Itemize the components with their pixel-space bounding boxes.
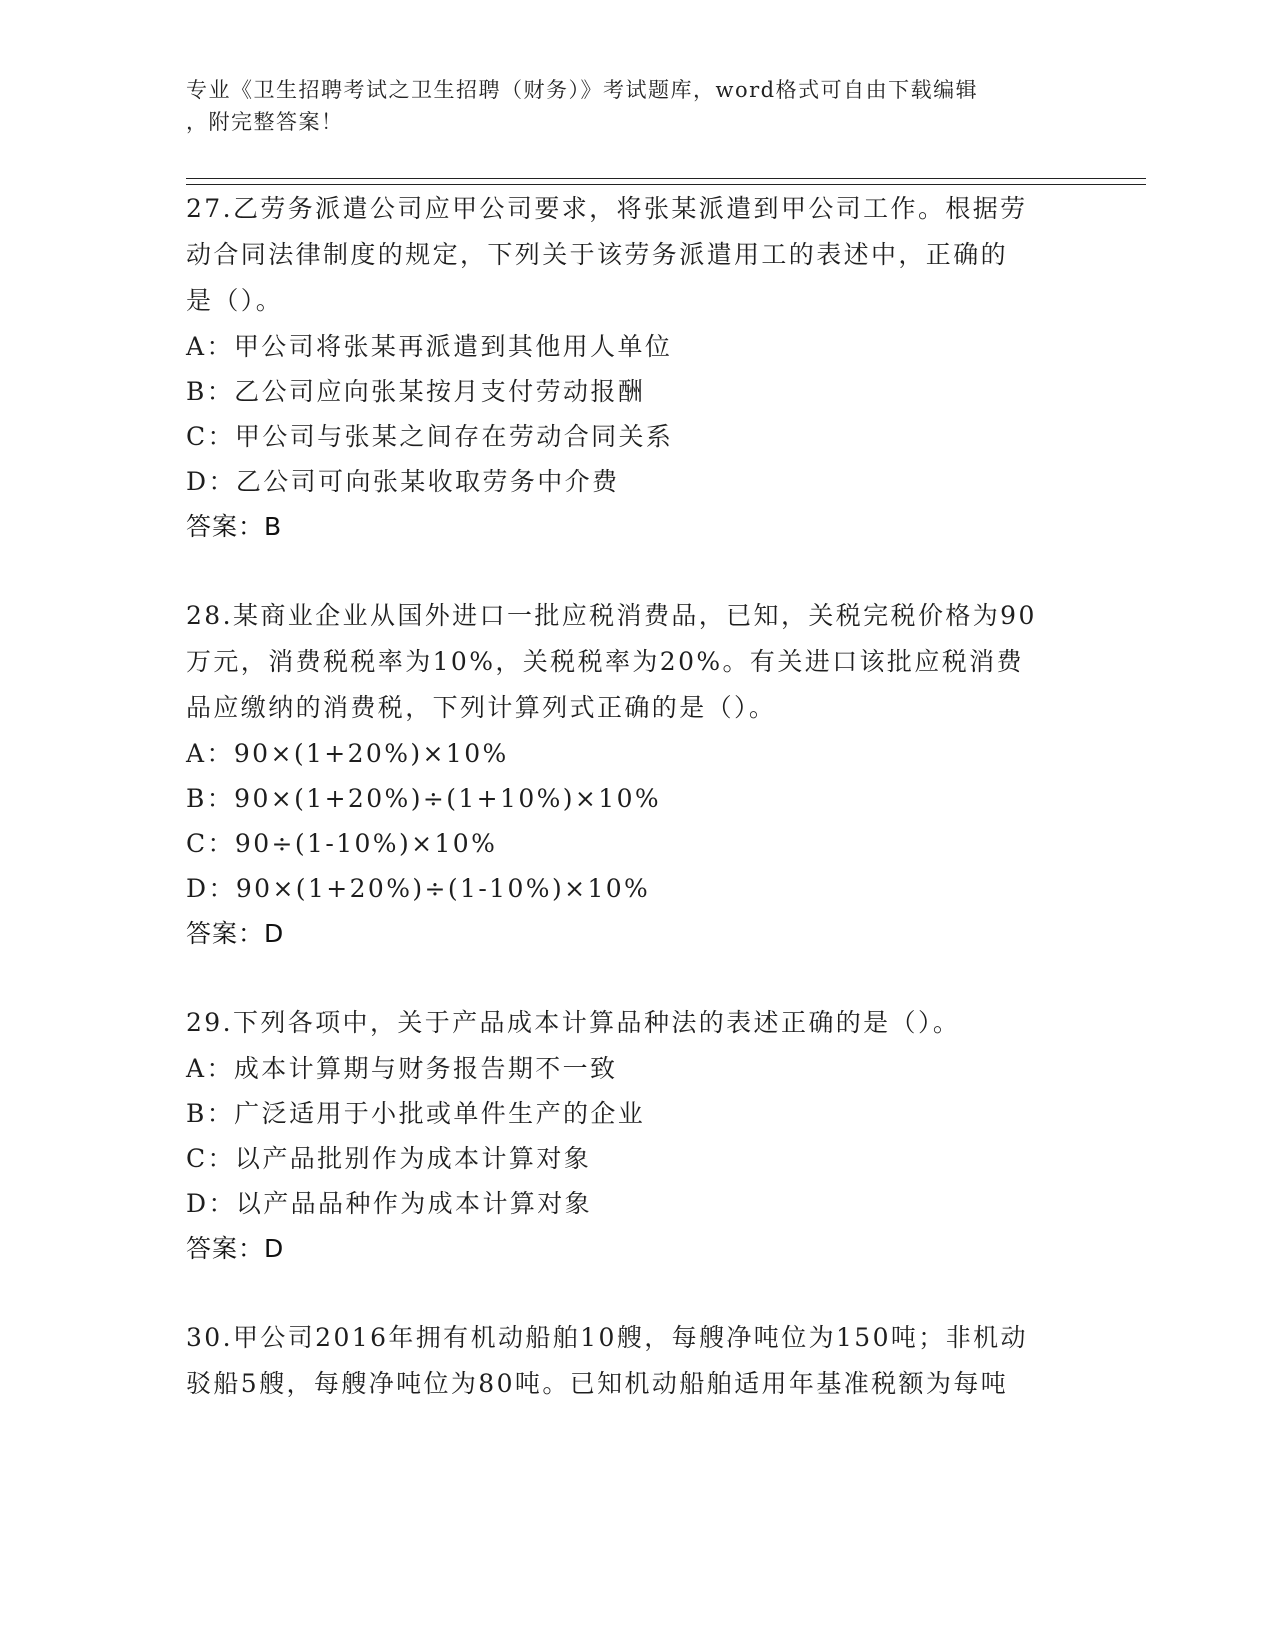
header-divider-top (186, 178, 1146, 179)
option-c: C：以产品批别作为成本计算对象 (186, 1144, 592, 1173)
stem-line: 动合同法律制度的规定，下列关于该劳务派遣用工的表述中，正确的 (186, 240, 1009, 269)
question-spacer (186, 1272, 1086, 1315)
answer-label: 答案：D (186, 919, 285, 948)
document-header (186, 74, 1066, 138)
stem-line: 27.乙劳务派遣公司应甲公司要求，将张某派遣到甲公司工作。根据劳 (186, 194, 1028, 223)
option-c: C：甲公司与张某之间存在劳动合同关系 (186, 422, 674, 451)
option-b: B：乙公司应向张某按月支付劳动报酬 (186, 377, 646, 406)
question-28 (186, 593, 1086, 957)
option-d: D：以产品品种作为成本计算对象 (186, 1189, 593, 1218)
answer-label: 答案：D (186, 1234, 285, 1263)
question-spacer (186, 550, 1086, 593)
header-line-1: 专业《卫生招聘考试之卫生招聘（财务）》考试题库，word格式可自由下载编辑 (186, 78, 979, 102)
question-27 (186, 186, 1086, 550)
header-divider-bottom (186, 184, 1146, 185)
stem-line: 万元，消费税税率为10%，关税税率为20%。有关进口该批应税消费 (186, 647, 1024, 676)
question-stem (186, 593, 1086, 731)
stem-line: 30.甲公司2016年拥有机动船舶10艘，每艘净吨位为150吨；非机动 (186, 1323, 1028, 1352)
question-list (186, 186, 1086, 1407)
stem-line: 驳船5艘，每艘净吨位为80吨。已知机动船舶适用年基准税额为每吨 (186, 1369, 1009, 1398)
stem-line: 是（）。 (186, 286, 284, 315)
question-spacer (186, 957, 1086, 1000)
option-d: D：乙公司可向张某收取劳务中介费 (186, 467, 620, 496)
header-line-2: ，附完整答案！ (186, 110, 344, 134)
option-a: A：甲公司将张某再派遣到其他用人单位 (186, 332, 673, 361)
stem-line: 29.下列各项中，关于产品成本计算品种法的表述正确的是（）。 (186, 1008, 961, 1037)
option-c: C：90÷(1-10%)×10% (186, 829, 498, 858)
option-a: A：90×(1+20%)×10% (186, 739, 509, 768)
option-a: A：成本计算期与财务报告期不一致 (186, 1054, 618, 1083)
answer-label: 答案：B (186, 512, 283, 541)
option-d: D：90×(1+20%)÷(1-10%)×10% (186, 874, 651, 903)
question-29 (186, 1000, 1086, 1272)
question-stem (186, 186, 1086, 324)
option-b: B：90×(1+20%)÷(1+10%)×10% (186, 784, 662, 813)
question-30 (186, 1315, 1086, 1407)
question-stem (186, 1315, 1086, 1407)
option-b: B：广泛适用于小批或单件生产的企业 (186, 1099, 646, 1128)
question-stem (186, 1000, 1086, 1046)
stem-line: 品应缴纳的消费税，下列计算列式正确的是（）。 (186, 693, 777, 722)
stem-line: 28.某商业企业从国外进口一批应税消费品，已知，关税完税价格为90 (186, 601, 1037, 630)
